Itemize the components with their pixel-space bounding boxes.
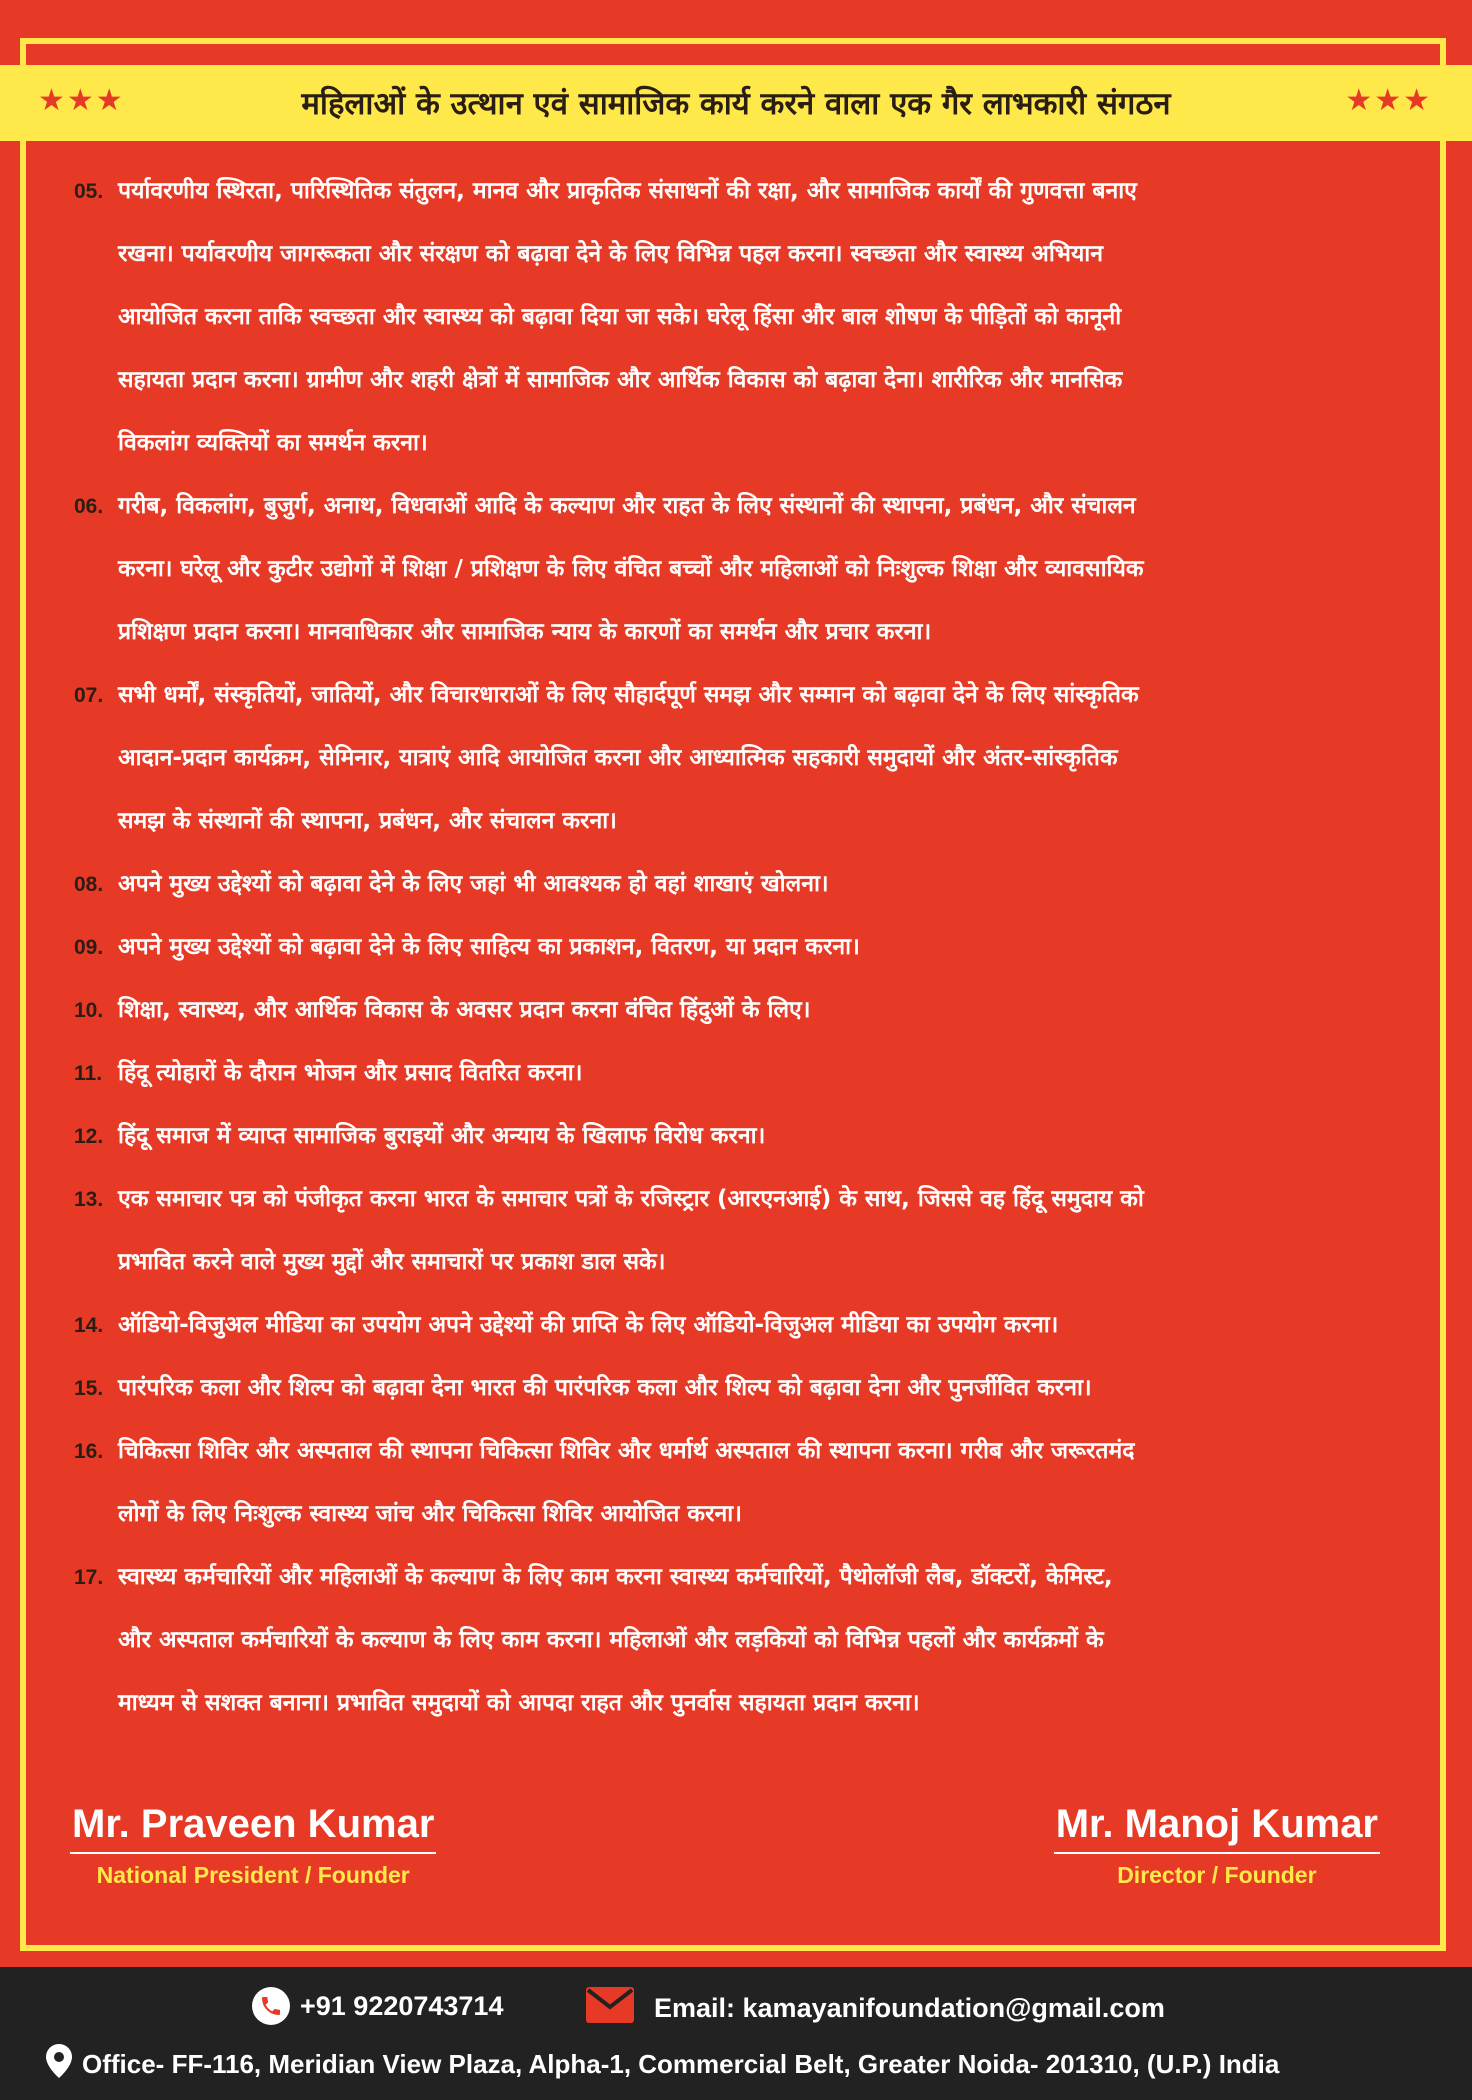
address-text: Office- FF-116, Meridian View Plaza, Alpha-1, Commercial Belt, Greater Noida- 201310, (U.P.) India <box>82 2049 1280 2079</box>
item-number: 12. <box>74 1125 104 1148</box>
item-text: चिकित्सा शिविर और अस्पताल की स्थापना चिकित्सा शिविर और धर्मार्थ अस्पताल की स्थापना करना। गरीब और जरूरतमंद लोगों के लिए निःशुल्क स्वास्थ्य जांच और चिकित्सा शिविर आयोजित करना। <box>118 1438 1135 1527</box>
phone-number: +91 9220743714 <box>300 1990 504 2021</box>
item-number: 13. <box>74 1188 104 1211</box>
phone-icon <box>252 1987 290 2025</box>
item-text: अपने मुख्य उद्देश्यों को बढ़ावा देने के लिए साहित्य का प्रकाशन, वितरण, या प्रदान करना। <box>118 934 860 960</box>
header-banner <box>0 65 1472 141</box>
item-text: गरीब, विकलांग, बुजुर्ग, अनाथ, विधवाओं आदि के कल्याण और राहत के लिए संस्थानों की स्थापना, प्रबंधन, और संचालन करना। घरेलू और कुटीर उद्योगों में शिक्षा / प्रशिक्षण के लिए वंचित बच्चों और महिलाओं को निःशुल्क शिक्षा और व्यावसायिक प्रशिक्षण प्रदान करना। मानवाधिकार और सामाजिक न्याय के कारणों का समर्थन और प्रचार करना। <box>118 493 1144 645</box>
item-number: 08. <box>74 873 104 896</box>
signatory-role: National President / Founder <box>96 1862 410 1888</box>
list-item <box>74 160 1394 475</box>
item-text: पारंपरिक कला और शिल्प को बढ़ावा देना भारत की पारंपरिक कला और शिल्प को बढ़ावा देना और पुनर्जीवित करना। <box>118 1375 1092 1401</box>
list-item <box>74 475 1394 664</box>
mail-icon <box>586 1987 634 2030</box>
signatory-name: Mr. Praveen Kumar <box>70 1800 436 1854</box>
list-item <box>74 1105 1394 1168</box>
office-address <box>46 2044 1279 2085</box>
item-number: 14. <box>74 1314 104 1337</box>
signature-left <box>70 1800 436 1889</box>
list-item <box>74 1294 1394 1357</box>
list-item <box>74 1168 1394 1294</box>
signatory-role: Director / Founder <box>1117 1862 1317 1888</box>
email-address: Email: kamayanifoundation@gmail.com <box>654 1993 1165 2023</box>
item-number: 17. <box>74 1566 104 1589</box>
signature-right <box>1054 1800 1380 1889</box>
item-number: 06. <box>74 495 104 518</box>
list-item <box>74 916 1394 979</box>
item-text: स्वास्थ्य कर्मचारियों और महिलाओं के कल्याण के लिए काम करना स्वास्थ्य कर्मचारियों, पैथोलॉजी लैब, डॉक्टरों, केमिस्ट, और अस्पताल कर्मचारियों के कल्याण के लिए काम करना। महिलाओं और लड़कियों को विभिन्न पहलों और कार्यक्रमों के माध्यम से सशक्त बनाना। प्रभावित समुदायों को आपदा राहत और पुनर्वास सहायता प्रदान करना। <box>118 1564 1113 1716</box>
email-contact[interactable] <box>586 1987 1165 2030</box>
list-item <box>74 1420 1394 1546</box>
list-item <box>74 853 1394 916</box>
item-text: पर्यावरणीय स्थिरता, पारिस्थितिक संतुलन, मानव और प्राकृतिक संसाधनों की रक्षा, और सामाजिक कार्यों की गुणवत्ता बनाए रखना। पर्यावरणीय जागरूकता और संरक्षण को बढ़ावा देने के लिए विभिन्न पहल करना। स्वच्छता और स्वास्थ्य अभियान आयोजित करना ताकि स्वच्छता और स्वास्थ्य को बढ़ावा दिया जा सके। घरेलू हिंसा और बाल शोषण के पीड़ितों को कानूनी सहायता प्रदान करना। ग्रामीण और शहरी क्षेत्रों में सामाजिक और आर्थिक विकास को बढ़ावा देना। शारीरिक और मानसिक विकलांग व्यक्तियों का समर्थन करना। <box>118 178 1137 456</box>
item-text: हिंदू समाज में व्याप्त सामाजिक बुराइयों और अन्याय के खिलाफ विरोध करना। <box>118 1123 766 1149</box>
item-text: हिंदू त्योहारों के दौरान भोजन और प्रसाद वितरित करना। <box>118 1060 583 1086</box>
stars-left-decoration: ★★★ <box>38 83 125 118</box>
signatory-name: Mr. Manoj Kumar <box>1054 1800 1380 1854</box>
list-item <box>74 1546 1394 1735</box>
item-number: 16. <box>74 1440 104 1463</box>
contact-footer <box>0 1967 1472 2100</box>
location-pin-icon <box>46 2044 72 2085</box>
item-text: सभी धर्मों, संस्कृतियों, जातियों, और विचारधाराओं के लिए सौहार्दपूर्ण समझ और सम्मान को बढ़ावा देने के लिए सांस्कृतिक आदान-प्रदान कार्यक्रम, सेमिनार, यात्राएं आदि आयोजित करना और आध्यात्मिक सहकारी समुदायों और अंतर-सांस्कृतिक समझ के संस्थानों की स्थापना, प्रबंधन, और संचालन करना। <box>118 682 1139 834</box>
list-item <box>74 1357 1394 1420</box>
item-text: शिक्षा, स्वास्थ्य, और आर्थिक विकास के अवसर प्रदान करना वंचित हिंदुओं के लिए। <box>118 997 811 1023</box>
list-item <box>74 1042 1394 1105</box>
item-number: 11. <box>74 1062 103 1085</box>
item-text: अपने मुख्य उद्देश्यों को बढ़ावा देने के लिए जहां भी आवश्यक हो वहां शाखाएं खोलना। <box>118 871 829 897</box>
list-item <box>74 979 1394 1042</box>
item-number: 10. <box>74 999 104 1022</box>
objectives-list <box>74 160 1394 1735</box>
list-item <box>74 664 1394 853</box>
item-text: ऑडियो-विजुअल मीडिया का उपयोग अपने उद्देश्यों की प्राप्ति के लिए ऑडियो-विजुअल मीडिया का उपयोग करना। <box>118 1312 1059 1338</box>
item-number: 07. <box>74 684 104 707</box>
item-number: 09. <box>74 936 104 959</box>
item-number: 05. <box>74 180 104 203</box>
stars-right-decoration: ★★★ <box>1345 83 1432 118</box>
header-title: महिलाओं के उत्थान एवं सामाजिक कार्य करने वाला एक गैर लाभकारी संगठन <box>301 86 1171 122</box>
item-number: 15. <box>74 1377 104 1400</box>
item-text: एक समाचार पत्र को पंजीकृत करना भारत के समाचार पत्रों के रजिस्ट्रार (आरएनआई) के साथ, जिससे वह हिंदू समुदाय को प्रभावित करने वाले मुख्य मुद्दों और समाचारों पर प्रकाश डाल सके। <box>118 1186 1144 1275</box>
phone-contact[interactable] <box>252 1987 503 2025</box>
